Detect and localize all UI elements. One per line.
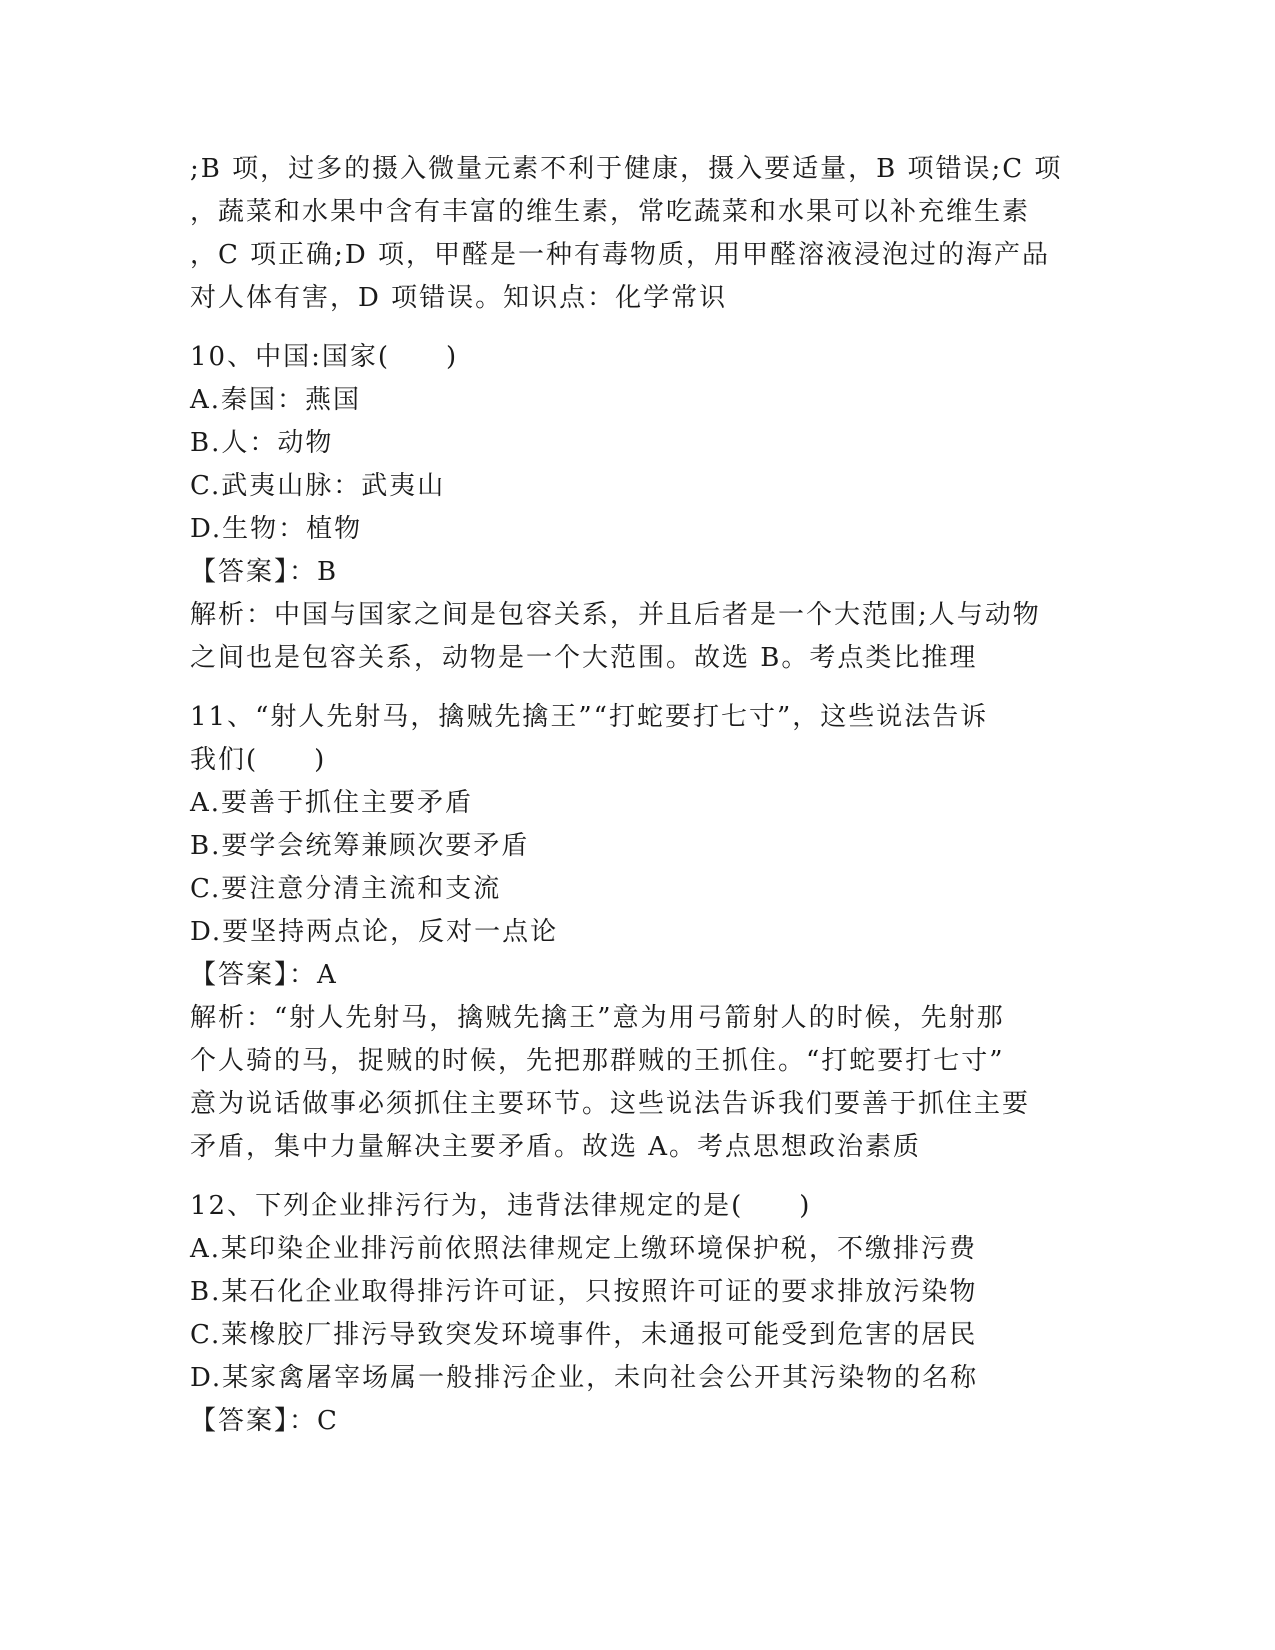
explanation-line: 解析：中国与国家之间是包容关系，并且后者是一个大范围;人与动物: [190, 600, 1041, 630]
explanation-line: 意为说话做事必须抓住主要环节。这些说法告诉我们要善于抓住主要: [190, 1089, 1031, 1119]
question-stem: 12、下列企业排污行为，违背法律规定的是( ): [190, 1191, 812, 1221]
explanation-line: 解析：“射人先射马，擒贼先擒王”意为用弓箭射人的时候，先射那: [190, 1003, 1005, 1033]
option-a: A.某印染企业排污前依照法律规定上缴环境保护税，不缴排污费: [190, 1234, 978, 1264]
answer: 【答案】：A: [190, 960, 338, 990]
option-b: B.人：动物: [190, 428, 334, 458]
explanation-line: ，蔬菜和水果中含有丰富的维生素，常吃蔬菜和水果可以补充维生素: [190, 197, 1031, 227]
question-stem: 我们( ): [190, 745, 327, 775]
explanation-line: 对人体有害，D 项错误。知识点：化学常识: [190, 283, 728, 313]
explanation-line: ;B 项，过多的摄入微量元素不利于健康，摄入要适量，B 项错误;C 项: [190, 154, 1063, 184]
question-10: [190, 336, 1090, 680]
option-a: A.要善于抓住主要矛盾: [190, 788, 474, 818]
question-stem: 11、“射人先射马，擒贼先擒王”“打蛇要打七寸”，这些说法告诉: [190, 702, 989, 732]
answer: 【答案】：B: [190, 557, 339, 587]
question-12: [190, 1185, 1090, 1443]
option-c: C.要注意分清主流和支流: [190, 874, 502, 904]
question-11: [190, 696, 1090, 1169]
option-d: D.某家禽屠宰场属一般排污企业，未向社会公开其污染物的名称: [190, 1363, 979, 1393]
question-stem: 10、中国:国家( ): [190, 342, 459, 372]
answer: 【答案】：C: [190, 1406, 339, 1436]
option-b: B.某石化企业取得排污许可证，只按照许可证的要求排放污染物: [190, 1277, 978, 1307]
explanation-line: 矛盾，集中力量解决主要矛盾。故选 A。考点思想政治素质: [190, 1132, 922, 1162]
option-c: C.莱橡胶厂排污导致突发环境事件，未通报可能受到危害的居民: [190, 1320, 978, 1350]
option-c: C.武夷山脉：武夷山: [190, 471, 446, 501]
explanation-line: 个人骑的马，捉贼的时候，先把那群贼的王抓住。“打蛇要打七寸”: [190, 1046, 1005, 1076]
explanation-line: 之间也是包容关系，动物是一个大范围。故选 B。考点类比推理: [190, 643, 978, 673]
option-d: D.要坚持两点论，反对一点论: [190, 917, 559, 947]
explanation-line: ，C 项正确;D 项，甲醛是一种有毒物质，用甲醛溶液浸泡过的海产品: [190, 240, 1051, 270]
document-page: [190, 148, 1090, 1443]
option-a: A.秦国：燕国: [190, 385, 362, 415]
option-b: B.要学会统筹兼顾次要矛盾: [190, 831, 530, 861]
prev-explanation: [190, 148, 1090, 320]
option-d: D.生物：植物: [190, 514, 363, 544]
